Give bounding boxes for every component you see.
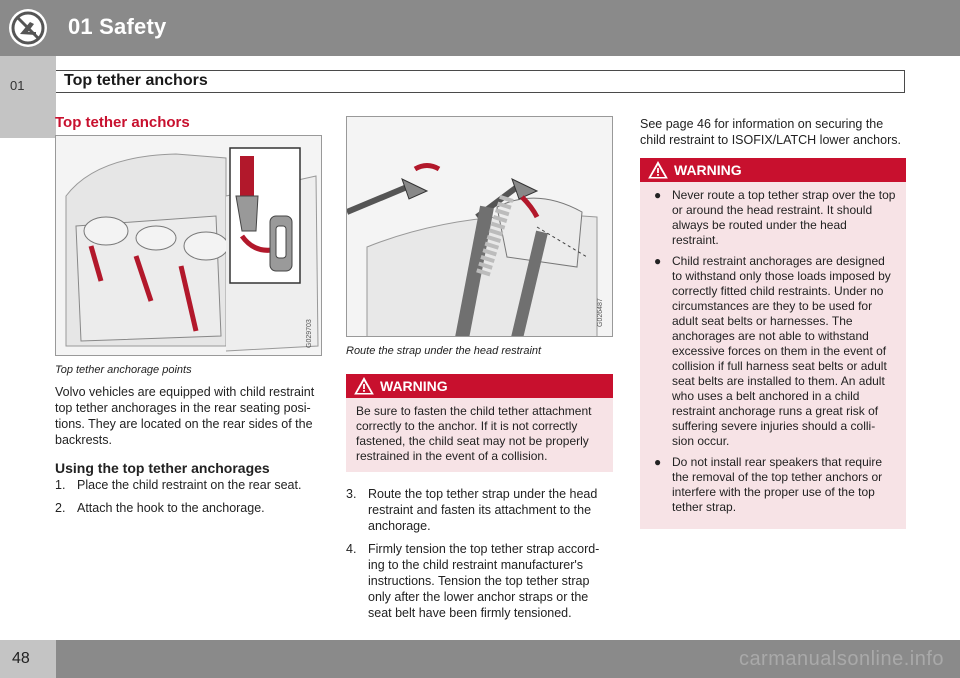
warning-triangle-icon [648,161,668,179]
warning-box [346,374,613,472]
list-item [346,541,613,621]
warning-triangle-icon [354,377,374,395]
step-text: Route the top tether strap under the head restraint and fasten its attachment to the anchorage. [368,487,598,533]
page-number: 48 [12,650,30,667]
footer-bar [0,640,960,678]
chapter-tab [0,56,56,138]
figure-strap-routing [346,116,613,337]
subheading: Using the top tether anchorages [55,460,270,476]
step-number: 2. [55,501,66,515]
bullet-icon: ● [654,188,662,202]
bullet-icon: ● [654,254,662,268]
figure-caption: Top tether anchorage points [55,364,192,376]
figure-code: G026487 [597,298,604,327]
warning-bullets [640,182,906,529]
steps-list [346,486,613,621]
warning-title: WARNING [380,378,448,394]
step-text: Firmly tension the top tether strap accord-ing to the child restraint manufacturer's instructions. Tension the top tether strap only after the lower anchor straps or the seat belt have been firmly tensioned. [368,542,600,620]
figure-caption: Route the strap under the head restraint [346,345,542,357]
warning-box [640,158,906,529]
steps-list [55,477,322,516]
bullet-icon: ● [654,455,662,469]
bullet-text: Child restraint anchorages are designed to withstand only those loads imposed by correctly fitted child restraints. Under no circumstances are they to be used for adult seat belts or harnesses. The anchorages are not able to withstand excessive forces on them in the event of collision if full harness seat belts or adult seat belts are installed to them. An adult who uses a belt anchored in a child restraint anchorage runs a great risk of suffering severe injuries should a colli-sion occur. [672,254,891,448]
list-item [650,188,896,248]
section-title-bar [56,70,905,93]
figure-code: G029703 [306,319,313,348]
section-title: Top tether anchors [64,72,208,89]
warning-text: Be sure to fasten the child tether attachment correctly to the anchor. If it is not correctly fastened, the child seat may not be properly restrained in the event of a collision. [356,404,592,463]
list-item [55,477,322,493]
list-item [55,500,322,516]
child-seat-prohibited-icon [0,0,56,56]
head-restraint-illustration [347,117,613,337]
step-text: Attach the hook to the anchorage. [77,501,265,515]
bullet-text: Never route a top tether strap over the top or around the head restraint. It should always be routed under the head restraint. [672,188,896,247]
chapter-number: 01 [10,78,25,93]
chapter-title: 01 Safety [68,14,167,39]
list-item [346,486,613,534]
step-text: Place the child restraint on the rear seat. [77,478,302,492]
bullet-text: Do not install rear speakers that require the removal of the top tether anchors or interfere with the proper use of the top tether strap. [672,455,883,514]
warning-header [640,158,906,182]
step-number: 1. [55,478,66,492]
middle-column [346,116,613,628]
step-number: 3. [346,487,357,501]
rear-seat-illustration [56,136,322,356]
figure-anchorage-points [55,135,322,356]
watermark: carmanualsonline.info [738,648,944,670]
list-item [650,455,896,515]
warning-title: WARNING [674,162,742,178]
left-column [55,114,322,523]
right-column [640,116,906,529]
intro-paragraph: See page 46 for information on securing the child restraint to ISOFIX/LATCH lower anchors. [640,117,901,147]
warning-header [346,374,613,398]
step-number: 4. [346,542,357,556]
page-heading: Top tether anchors [55,114,190,131]
list-item [650,254,896,449]
intro-paragraph: Volvo vehicles are equipped with child restraint top tether anchorages in the rear seating posi-tions. They are located on the rear sides of the backrests. [55,385,315,447]
chapter-header-bar [0,0,960,56]
